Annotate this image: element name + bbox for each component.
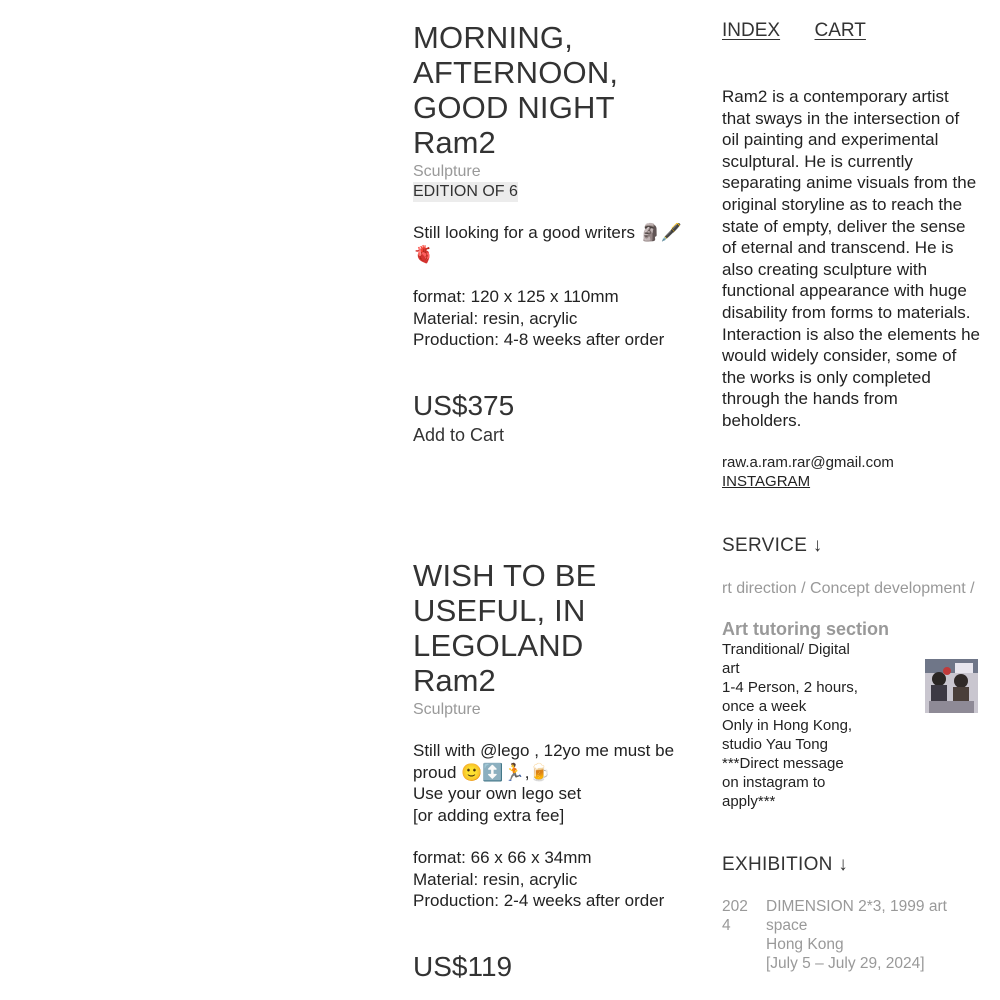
product-category: Sculpture xyxy=(413,701,481,718)
product-artist: Ram2 xyxy=(413,125,496,160)
product-price: US$119 xyxy=(413,950,513,982)
spec-material: Material: resin, acrylic xyxy=(413,869,578,889)
product-title-line: AFTERNOON, xyxy=(413,55,619,90)
instagram-link[interactable]: INSTAGRAM xyxy=(722,473,811,490)
add-to-cart-button[interactable]: Add to Cart xyxy=(413,424,505,445)
product-category: Sculpture xyxy=(413,163,481,180)
tutoring-photo-image xyxy=(925,659,978,713)
artist-bio: Ram2 is a contemporary artist that sways in the intersection of oil painting and experimental sculptural. He is currently separating anime visuals from the original storyline as to reach the state of empty, deliver the sense of eternal and transcend. He is also creating sculpture with functional appearance with huge disability from forms to materials. Interaction is also the elements he would widely consider, some of the works is only completed through the hands from beholders. xyxy=(722,87,980,430)
product-card[interactable] xyxy=(413,558,703,984)
product-price: US$375 xyxy=(413,389,515,421)
tutoring-photo[interactable] xyxy=(925,659,978,713)
product-artist: Ram2 xyxy=(413,663,496,698)
exhibition-entry xyxy=(766,897,956,973)
exhibition-heading[interactable]: EXHIBITION ↓ xyxy=(722,854,849,875)
exhibition-line: Hong Kong xyxy=(766,936,844,953)
spec-format: format: 120 x 125 x 110mm xyxy=(413,287,619,306)
product-description: Still looking for a good writers 🗿🖋️🫀 xyxy=(413,223,683,264)
exhibition-year: 2024 xyxy=(722,898,748,934)
product-title[interactable] xyxy=(413,20,703,125)
spec-production: Production: 2-4 weeks after order xyxy=(413,891,665,910)
exhibition-line: [July 5 – July 29, 2024] xyxy=(766,955,925,972)
spec-production: Production: 4-8 weeks after order xyxy=(413,330,665,349)
tutoring-line: ***Direct message on instagram to apply*** xyxy=(722,755,844,810)
nav-cart-link[interactable]: CART xyxy=(814,20,866,41)
nav-index-link[interactable]: INDEX xyxy=(722,20,781,41)
contact-block xyxy=(722,453,894,491)
product-title-line: WISH TO BE xyxy=(413,558,597,593)
tutoring-line: Only in Hong Kong, studio Yau Tong xyxy=(722,717,853,753)
email-text[interactable]: raw.a.ram.rar@gmail.com xyxy=(722,454,894,471)
product-title-line: MORNING, xyxy=(413,20,574,55)
tutoring-line: 1-4 Person, 2 hours, once a week xyxy=(722,679,858,715)
exhibition-line: DIMENSION 2*3, 1999 art space xyxy=(766,898,947,934)
tutoring-details xyxy=(722,640,862,811)
tutoring-line: Tranditional/ Digital art xyxy=(722,641,850,677)
edition-badge: EDITION OF 6 xyxy=(413,183,518,200)
spec-format: format: 66 x 66 x 34mm xyxy=(413,848,592,867)
product-description: Still with @lego , 12yo me must be proud 🙂↕️🏃,🍺 Use your own lego set [or adding extra fee] xyxy=(413,741,675,825)
product-card[interactable] xyxy=(413,20,703,447)
product-title[interactable] xyxy=(413,558,703,663)
product-title-line: GOOD NIGHT xyxy=(413,90,615,125)
tutoring-title: Art tutoring section xyxy=(722,619,889,639)
product-specs xyxy=(413,847,703,912)
product-title-line: USEFUL, IN xyxy=(413,593,586,628)
top-nav xyxy=(722,20,896,42)
product-title-line: LEGOLAND xyxy=(413,628,584,663)
service-heading[interactable]: SERVICE ↓ xyxy=(722,535,823,556)
service-marquee: rt direction / Concept development / xyxy=(722,580,975,597)
spec-material: Material: resin, acrylic xyxy=(413,308,578,328)
product-specs xyxy=(413,286,703,351)
